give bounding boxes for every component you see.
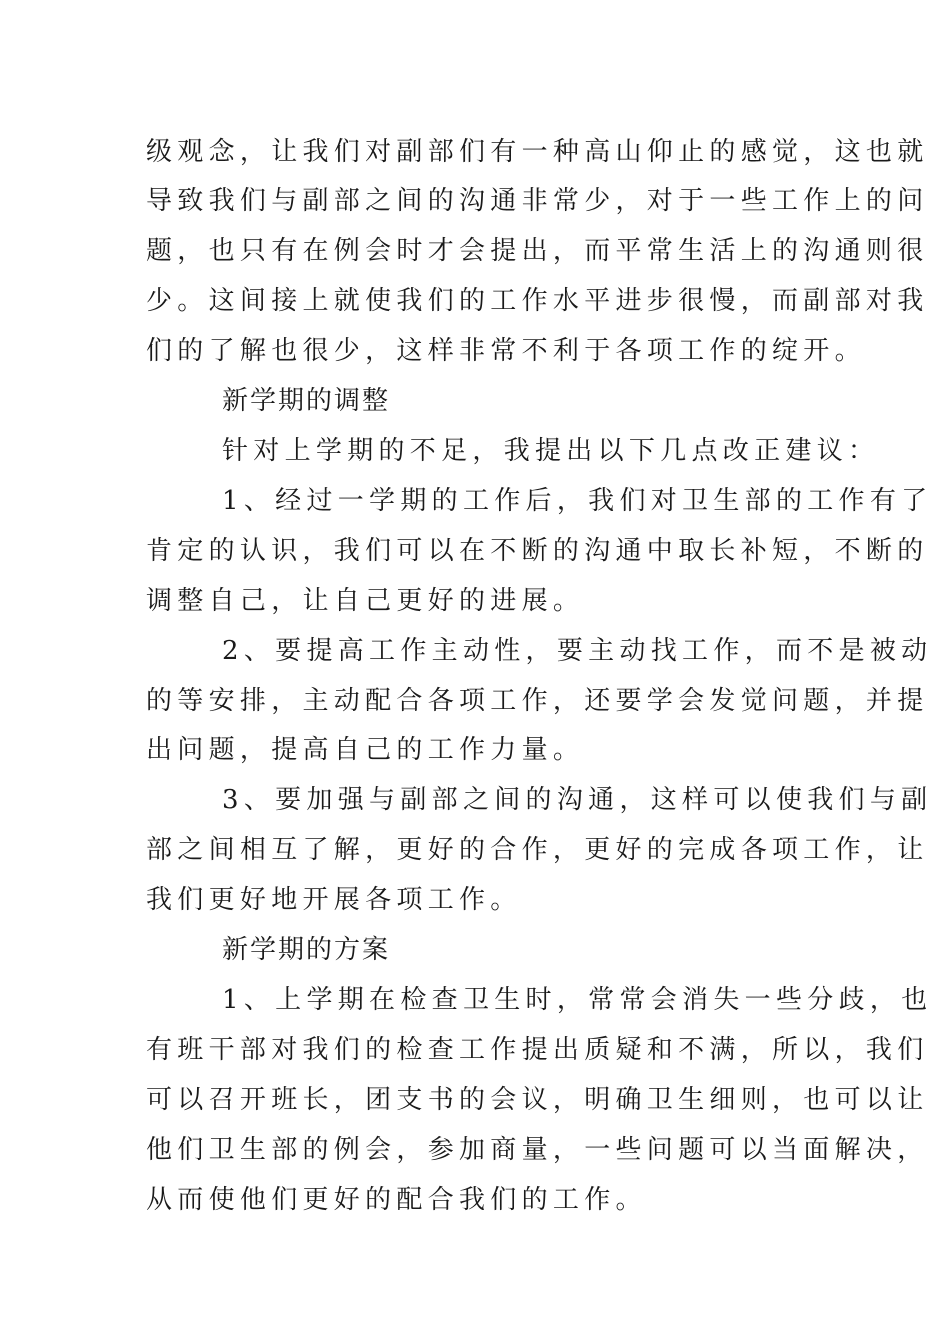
list-item-line: 的等安排，主动配合各项工作，还要学会发觉问题，并提 (146, 686, 929, 716)
list-item-line: 从而使他们更好的配合我们的工作。 (146, 1185, 647, 1215)
list-item-line: 调整自己，让自己更好的进展。 (146, 586, 585, 616)
list-item-line: 3、要加强与副部之间的沟通，这样可以使我们与副 (222, 785, 933, 815)
list-item-line: 1、上学期在检查卫生时，常常会消失一些分歧，也 (222, 985, 933, 1015)
list-item-line: 1、经过一学期的工作后，我们对卫生部的工作有了 (222, 486, 933, 516)
body-text-line: 导致我们与副部之间的沟通非常少，对于一些工作上的问 (146, 186, 929, 216)
list-item-line: 我们更好地开展各项工作。 (146, 885, 522, 915)
list-item-line: 肯定的认识，我们可以在不断的沟通中取长补短，不断的 (146, 536, 929, 566)
list-item-line: 部之间相互了解，更好的合作，更好的完成各项工作，让 (146, 835, 929, 865)
list-item-line: 他们卫生部的例会，参加商量，一些问题可以当面解决， (146, 1135, 929, 1165)
body-text-line: 针对上学期的不足，我提出以下几点改正建议： (222, 436, 880, 466)
body-text-line: 少。这间接上就使我们的工作水平进步很慢，而副部对我 (146, 286, 929, 316)
list-item-line: 可以召开班长，团支书的会议，明确卫生细则，也可以让 (146, 1085, 929, 1115)
section-heading: 新学期的方案 (222, 935, 391, 965)
body-text-line: 级观念，让我们对副部们有一种高山仰止的感觉，这也就 (146, 137, 929, 167)
list-item-line: 有班干部对我们的检查工作提出质疑和不满，所以，我们 (146, 1035, 929, 1065)
list-item-line: 出问题，提高自己的工作力量。 (146, 735, 585, 765)
section-heading: 新学期的调整 (222, 386, 391, 416)
body-text-line: 们的了解也很少，这样非常不利于各项工作的绽开。 (146, 336, 866, 366)
list-item-line: 2、要提高工作主动性，要主动找工作，而不是被动 (222, 636, 933, 666)
body-text-line: 题，也只有在例会时才会提出，而平常生活上的沟通则很 (146, 236, 929, 266)
